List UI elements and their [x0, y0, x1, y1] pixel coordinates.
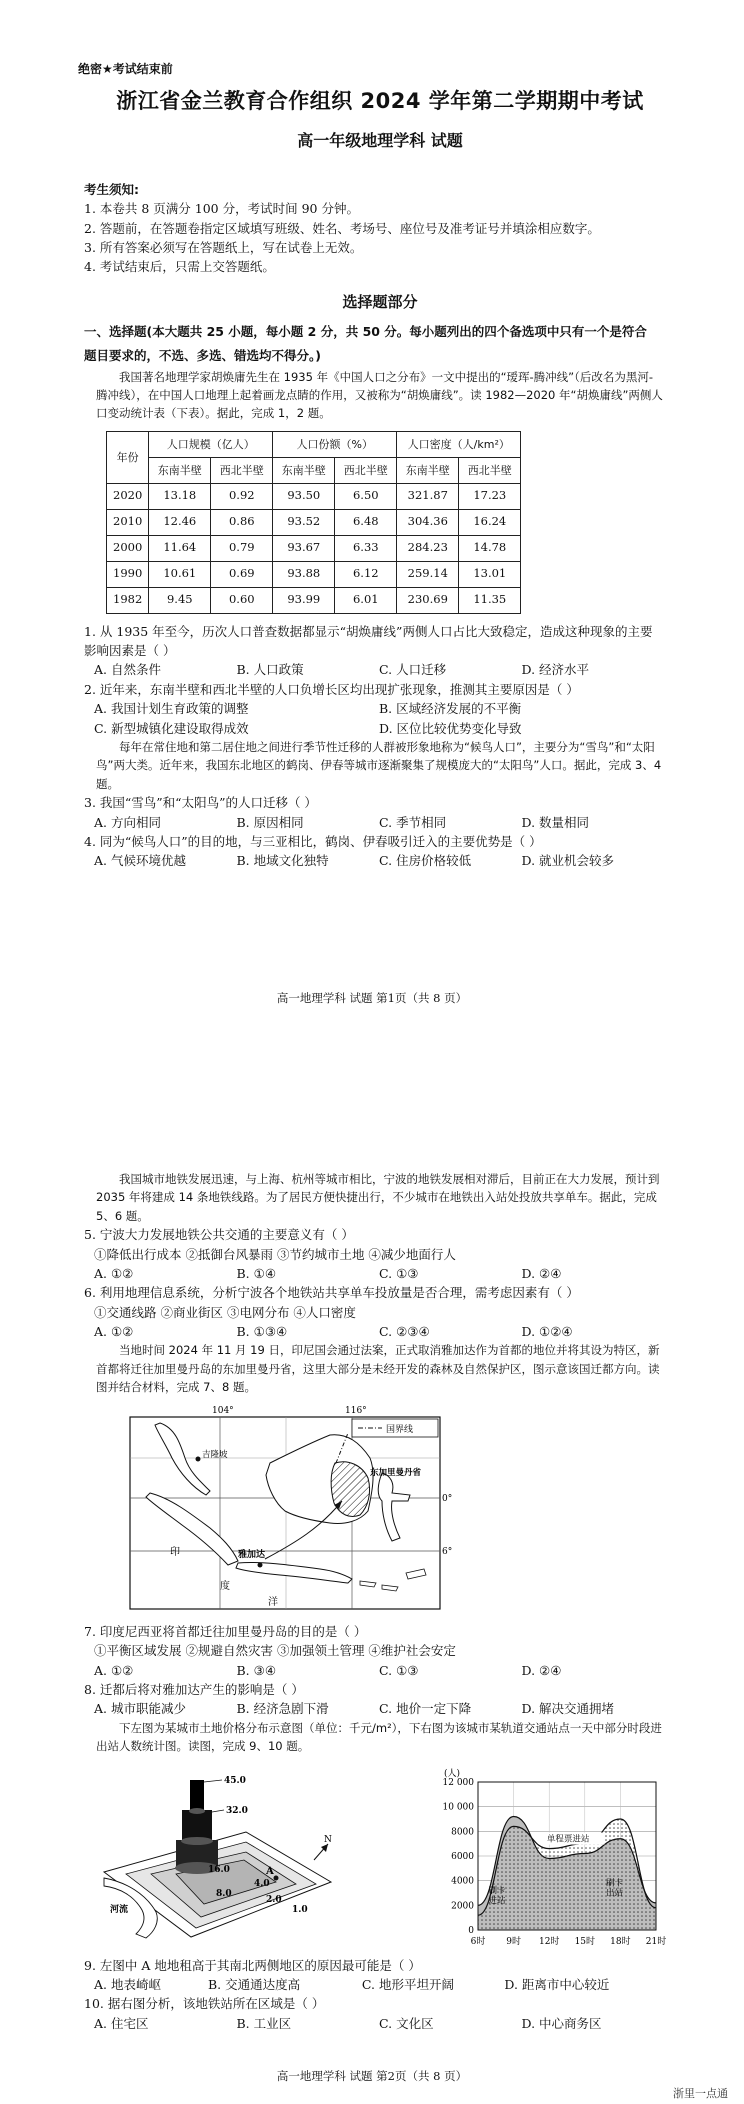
figures-row: [96, 1762, 667, 1952]
option-d: D. 中心商务区: [521, 2015, 602, 2031]
x-tick-label: 12时: [538, 1936, 560, 1947]
page-1: [0, 0, 744, 1040]
value-cell: 0.69: [211, 561, 273, 587]
land-price-figure: [96, 1762, 346, 1952]
value-cell: 0.92: [211, 483, 273, 509]
value-cell: 9.45: [149, 587, 211, 613]
options: [94, 1699, 664, 1718]
options: [94, 2014, 664, 2033]
options: [94, 1975, 664, 1994]
lon-label-right: 116°: [345, 1405, 367, 1416]
options: [94, 699, 664, 718]
intro-q1-2: 我国著名地理学家胡焕庸先生在 1935 年《中国人口之分布》一文中提出的“瑷珲-腾冲线”（后改名为黑河-腾冲线），在中国人口地理上起着画龙点睛的作用，又被称为“胡焕庸线”。读 1982—2020 年“胡焕庸线”两侧人口变动统计表（下表）。据此，完成 1，2 题。: [96, 369, 663, 421]
option-a: A. 方向相同: [94, 814, 161, 830]
x-tick-label: 21时: [645, 1936, 667, 1947]
label-45: 45.0: [224, 1775, 246, 1786]
jakarta-marker: [258, 1562, 263, 1567]
question-stem: 2. 近年来，东南半壁和西北半壁的人口负增长区均出现扩张现象，推测其主要原因是（ ）: [84, 681, 579, 697]
lat-label-top: 0°: [442, 1493, 453, 1504]
value-cell: 10.61: [149, 561, 211, 587]
sub-header: 东南半壁: [149, 457, 211, 483]
part-heading-line: 一、选择题(本大题共 25 小题，每小题 2 分，共 50 分。每小题列出的四个备选项中只有一个是符合: [84, 324, 647, 340]
notice-item: 3. 所有答案必须写在答题纸上，写在试卷上无效。: [84, 240, 363, 256]
value-cell: 6.12: [335, 561, 397, 587]
value-cell: 6.01: [335, 587, 397, 613]
option-d: D. 区位比较优势变化导致: [379, 720, 522, 736]
option-b: B. 区域经济发展的不平衡: [379, 701, 522, 717]
series-label-exit-2: 出站: [605, 1888, 623, 1899]
value-cell: 16.24: [459, 509, 521, 535]
notice-heading: 考生须知:: [84, 181, 139, 197]
question-1: [84, 622, 664, 680]
label-32: 32.0: [226, 1805, 248, 1816]
intro-q7-8: 当地时间 2024 年 11 月 19 日，印尼国会通过法案，正式取消雅加达作为首都的地位并将其设为特区，新首都将迁往加里曼丹岛的东加里曼丹省，这里大部分是未经开发的森林及自然保护区，图示意该国迁都方向。读图并结合材料，完成 7、8 题。: [96, 1343, 660, 1395]
series-label-exit-1: 刷卡: [605, 1878, 623, 1889]
value-cell: 13.18: [149, 483, 211, 509]
y-tick-label: 8000: [451, 1826, 474, 1837]
page-footer: 高一地理学科 试题 第1页（共 8 页）: [276, 991, 468, 1005]
option-c: C. 住房价格较低: [379, 853, 472, 869]
indonesia-map: [120, 1403, 664, 1618]
value-cell: 93.52: [273, 509, 335, 535]
y-tick-label: 2000: [451, 1900, 474, 1911]
question-5: [84, 1225, 664, 1283]
question-10: [84, 1994, 664, 2033]
option-b: B. 经济急剧下滑: [236, 1701, 329, 1717]
year-header: 年份: [107, 431, 149, 483]
option-c: C. 人口迁移: [379, 662, 447, 678]
value-cell: 17.23: [459, 483, 521, 509]
y-tick-label: 10 000: [442, 1802, 474, 1813]
question-stem: 6. 利用地理信息系统，分析宁波各个地铁站共享单车投放量是否合理，需考虑因素有（ ）: [84, 1285, 579, 1301]
option-c: C. 地价一定下降: [379, 1701, 472, 1717]
lat-label-bottom: 6°: [442, 1546, 453, 1557]
option-c: C. 文化区: [379, 2015, 434, 2031]
label-2: 2.0: [266, 1894, 282, 1905]
option-d: D. ①②④: [521, 1324, 573, 1340]
option-c: C. ②③④: [379, 1324, 430, 1340]
table-row: [107, 509, 521, 535]
year-cell: 1982: [107, 587, 149, 613]
value-cell: 321.87: [397, 483, 459, 509]
question-items: ①平衡区域发展 ②规避自然灾害 ③加强领土管理 ④维护社会安定: [94, 1643, 456, 1659]
question-items: ①降低出行成本 ②抵御台风暴雨 ③节约城市土地 ④减少地面行人: [94, 1246, 456, 1262]
option-a: A. ①②: [94, 1662, 134, 1678]
leader-line: [204, 1780, 222, 1782]
year-cell: 1990: [107, 561, 149, 587]
option-c: C. ①③: [379, 1662, 419, 1678]
jakarta-label: 雅加达: [238, 1549, 266, 1560]
exam-title: 浙江省金兰教育合作组织 2024 学年第二学期期中考试: [116, 88, 644, 113]
intro-q3-4: 每年在常住地和第二居住地之间进行季节性迁移的人群被形象地称为“候鸟人口”，主要分为“雪鸟”和“太阳鸟”两大类。近年来，我国东北地区的鹤岗、伊春等城市逐渐聚集了规模庞大的“太阳鸟”人口。据此，完成 3、4 题。: [96, 739, 662, 791]
value-cell: 14.78: [459, 535, 521, 561]
point-a-marker: [274, 1875, 279, 1880]
table-row: [107, 483, 521, 509]
question-4: [84, 832, 664, 871]
question-9: [84, 1956, 664, 1995]
ocean-label: 洋: [268, 1596, 278, 1608]
value-cell: 304.36: [397, 509, 459, 535]
watermark: 浙里一点通: [673, 2086, 728, 2100]
option-d: D. ②④: [521, 1662, 562, 1678]
option-d: D. 就业机会较多: [521, 853, 615, 869]
options: [94, 851, 664, 870]
table-row: [107, 587, 521, 613]
option-b: B. 交通通达度高: [208, 1977, 301, 1992]
value-cell: 11.64: [149, 535, 211, 561]
secret-label: 绝密★考试结束前: [78, 62, 173, 76]
intro-q5-6: 我国城市地铁发展迅速，与上海、杭州等城市相比，宁波的地铁发展相对滞后，目前正在大力发展，预计到 2035 年将建成 14 条地铁线路。为了居民方便快捷出行，不少城市在地铁出入站处投放共享单车。据此，完成 5、6 题。: [96, 1172, 660, 1223]
option-a: A. 气候环境优越: [94, 853, 186, 869]
option-a: A. 地表崎岖: [94, 1977, 161, 1992]
x-tick-label: 9时: [506, 1936, 521, 1947]
page-2: [0, 1040, 744, 2104]
question-stem: 4. 同为“候鸟人口”的目的地，与三亚相比，鹤岗、伊春吸引迁入的主要优势是（ ）: [84, 833, 542, 849]
option-d: D. 数量相同: [521, 814, 590, 830]
question-stem: 8. 迁都后将对雅加达产生的影响是（ ）: [84, 1682, 304, 1698]
table-row: [107, 561, 521, 587]
value-cell: 12.46: [149, 509, 211, 535]
question-2: [84, 680, 664, 738]
year-cell: 2010: [107, 509, 149, 535]
value-cell: 284.23: [397, 535, 459, 561]
value-cell: 0.86: [211, 509, 273, 535]
question-stem: 3. 我国“雪鸟”和“太阳鸟”的人口迁移（ ）: [84, 795, 317, 811]
notice: [84, 180, 664, 277]
year-cell: 2020: [107, 483, 149, 509]
year-cell: 2000: [107, 535, 149, 561]
option-d: D. 解决交通拥堵: [521, 1701, 615, 1717]
option-b: B. 人口政策: [236, 662, 304, 678]
value-cell: 93.88: [273, 561, 335, 587]
option-d: D. 经济水平: [521, 662, 590, 678]
option-a: A. 住宅区: [94, 2015, 149, 2031]
question-stem: 5. 宁波大力发展地铁公共交通的主要意义有（ ）: [84, 1227, 354, 1243]
option-c: C. 地形平坦开阔: [361, 1977, 454, 1992]
part-heading-line: 题目要求的，不选、多选、错选均不得分。): [84, 347, 321, 363]
value-cell: 6.48: [335, 509, 397, 535]
kuala-lumpur-marker: [196, 1456, 201, 1461]
value-cell: 230.69: [397, 587, 459, 613]
population-table-body: [107, 483, 521, 613]
population-table: [106, 431, 521, 614]
question-stem: 9. 左图中 A 地地租高于其南北两侧地区的原因最可能是（ ）: [84, 1957, 421, 1973]
intro-q9-10: 下左图为某城市土地价格分布示意图（单位：千元/m²），下右图为该城市某轨道交通站点一天中部分时段进出站人数统计图。读图，完成 9、10 题。: [96, 1720, 662, 1754]
question-stem: 10. 据右图分析，该地铁站所在区域是（ ）: [84, 1996, 325, 2012]
series-label-entry-2: 进站: [488, 1895, 506, 1906]
page-footer: 高一地理学科 试题 第2页（共 8 页）: [276, 2069, 468, 2084]
y-tick-label: 12 000: [442, 1777, 474, 1788]
notice-item: 1. 本卷共 8 页满分 100 分，考试时间 90 分钟。: [84, 201, 359, 217]
annotation-single-ticket: 单程票进站: [546, 1834, 590, 1845]
value-cell: 13.01: [459, 561, 521, 587]
y-tick-label: 4000: [451, 1876, 474, 1887]
options: [94, 660, 664, 679]
group-header: 人口份额（%）: [273, 431, 397, 457]
option-b: B. 工业区: [236, 2015, 292, 2031]
option-d: D. 距离市中心较近: [504, 1977, 610, 1992]
question-7: [84, 1622, 664, 1680]
x-tick-label: 18时: [610, 1936, 631, 1947]
value-cell: 11.35: [459, 587, 521, 613]
options: [94, 719, 664, 738]
option-b: B. 原因相同: [236, 814, 304, 830]
label-4: 4.0: [254, 1878, 270, 1889]
lon-label-left: 104°: [212, 1405, 234, 1416]
sub-header: 西北半壁: [335, 457, 397, 483]
group-header: 人口密度（人/km²）: [397, 431, 521, 457]
ocean-label: 度: [220, 1580, 230, 1592]
indonesia-map-svg: [120, 1403, 453, 1613]
legend-label: 国界线: [386, 1424, 414, 1435]
series-label-entry-1: 刷卡: [488, 1885, 506, 1896]
y-tick-label: 0: [468, 1925, 474, 1936]
option-c: C. ①③: [379, 1265, 419, 1281]
option-b: B. ③④: [236, 1662, 277, 1678]
option-b: B. 地域文化独特: [236, 853, 329, 869]
option-a: A. 城市职能减少: [94, 1701, 186, 1717]
option-a: A. ①②: [94, 1265, 134, 1281]
option-d: D. ②④: [521, 1265, 562, 1281]
section-title: 选择题部分: [342, 292, 418, 311]
tower-ring: [181, 1837, 213, 1845]
question-8: [84, 1680, 664, 1719]
table-row: [107, 535, 521, 561]
notice-item: 2. 答题前，在答题卷指定区域填写班级、姓名、考场号、座位号及准考证号并填涂相应数字。: [84, 220, 600, 236]
option-c: C. 季节相同: [379, 814, 447, 830]
river-label: 河流: [110, 1904, 129, 1915]
label-8: 8.0: [216, 1888, 232, 1899]
value-cell: 6.33: [335, 535, 397, 561]
east-kalimantan-label: 东加里曼丹省: [370, 1467, 422, 1478]
subject-title: 高一年级地理学科 试题: [297, 131, 463, 151]
value-cell: 0.79: [211, 535, 273, 561]
options: [94, 1264, 664, 1283]
question-stem: 7. 印度尼西亚将首都迁往加里曼丹岛的目的是（ ）: [84, 1623, 367, 1639]
y-axis-label: (人): [444, 1768, 461, 1779]
option-b: B. ①③④: [236, 1324, 288, 1340]
leader-line: [212, 1810, 224, 1812]
sub-header: 东南半壁: [273, 457, 335, 483]
question-stem: 1. 从 1935 年至今，历次人口普查数据都显示“胡焕庸线”两侧人口占比大致稳定，造成这种现象的主要影响因素是（ ）: [84, 623, 653, 659]
value-cell: 0.60: [211, 587, 273, 613]
y-tick-label: 6000: [451, 1851, 474, 1862]
value-cell: 93.50: [273, 483, 335, 509]
option-a: A. ①②: [94, 1324, 134, 1340]
option-a: A. 自然条件: [94, 662, 161, 678]
options: [94, 813, 664, 832]
point-a-label: A: [266, 1865, 274, 1877]
group-header: 人口规模（亿人）: [149, 431, 273, 457]
value-cell: 93.67: [273, 535, 335, 561]
value-cell: 93.99: [273, 587, 335, 613]
question-items: ①交通线路 ②商业街区 ③电网分布 ④人口密度: [94, 1304, 356, 1320]
options: [94, 1661, 664, 1680]
label-16: 16.0: [208, 1864, 230, 1875]
station-chart: [424, 1762, 667, 1952]
value-cell: 259.14: [397, 561, 459, 587]
question-3: [84, 793, 664, 832]
notice-item: 4. 考试结束后，只需上交答题纸。: [84, 259, 275, 275]
sub-header: 东南半壁: [397, 457, 459, 483]
x-tick-label: 15时: [574, 1936, 596, 1947]
question-6: [84, 1283, 664, 1341]
sub-header: 西北半壁: [211, 457, 273, 483]
option-c: C. 新型城镇化建设取得成效: [94, 720, 249, 736]
tower-ring: [189, 1808, 205, 1814]
kuala-lumpur-label: 吉隆坡: [202, 1449, 228, 1460]
option-a: A. 我国计划生育政策的调整: [94, 701, 249, 717]
option-b: B. ①④: [236, 1265, 277, 1281]
value-cell: 6.50: [335, 483, 397, 509]
options: [94, 1322, 664, 1341]
north-label: N: [324, 1834, 332, 1845]
tower-45: [190, 1780, 204, 1812]
ocean-label: 印: [170, 1546, 180, 1558]
x-tick-label: 6时: [470, 1936, 486, 1947]
sub-header: 西北半壁: [459, 457, 521, 483]
part-heading: [84, 320, 664, 368]
label-1: 1.0: [292, 1904, 308, 1915]
